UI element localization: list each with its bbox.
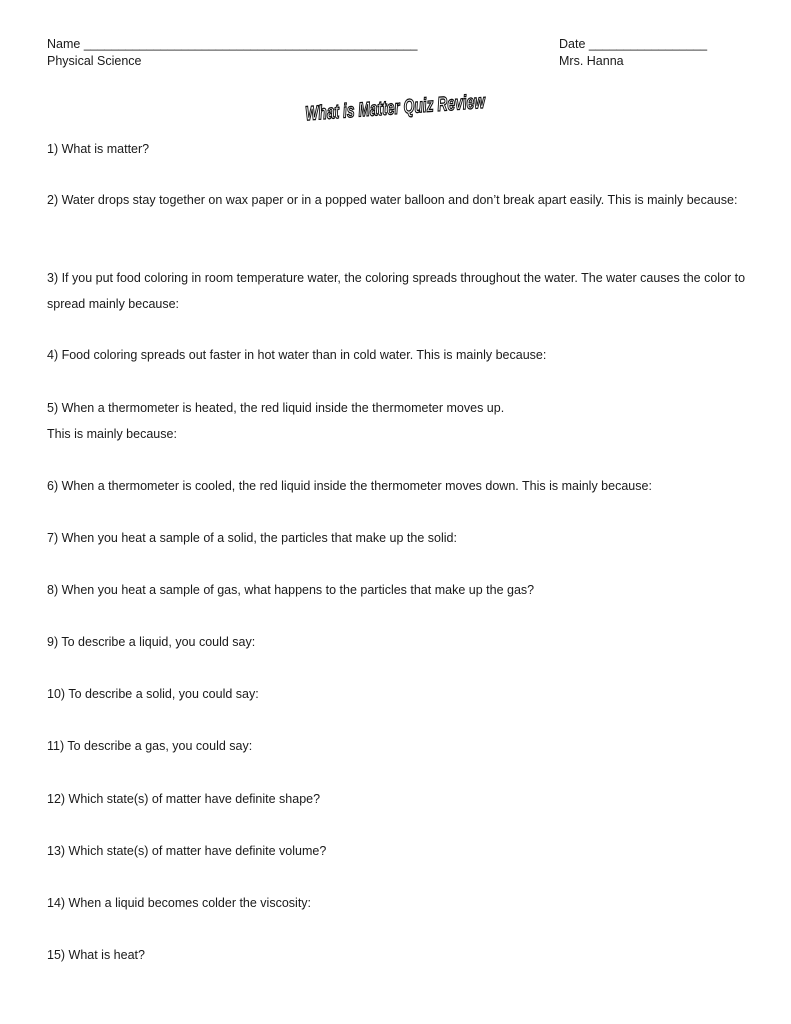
question-6: 6) When a thermometer is cooled, the red liquid inside the thermometer moves down. This is mainly because: [47, 479, 652, 493]
page-title-text: What is Matter Quiz Review [304, 85, 566, 126]
question-12: 12) Which state(s) of matter have definite shape? [47, 792, 321, 806]
question-5-continuation: This is mainly because: [47, 427, 177, 441]
question-7: 7) When you heat a sample of a solid, the particles that make up the solid: [47, 531, 457, 545]
question-1: 1) What is matter? [47, 142, 150, 156]
question-2: 2) Water drops stay together on wax paper or in a popped water balloon and don’t break apart easily. This is mainly because: [47, 193, 738, 207]
question-15: 15) What is heat? [47, 948, 145, 962]
question-10: 10) To describe a solid, you could say: [47, 687, 259, 701]
teacher-name: Mrs. Hanna [559, 54, 624, 68]
question-8: 8) When you heat a sample of gas, what happens to the particles that make up the gas? [47, 583, 535, 597]
question-14: 14) When a liquid becomes colder the viscosity: [47, 896, 312, 910]
question-4: 4) Food coloring spreads out faster in hot water than in cold water. This is mainly because: [47, 348, 547, 362]
page-title [300, 84, 566, 128]
question-5: 5) When a thermometer is heated, the red liquid inside the thermometer moves up. [47, 401, 505, 415]
question-11: 11) To describe a gas, you could say: [47, 739, 253, 753]
class-name: Physical Science [47, 54, 142, 68]
name-field-label: Name ________________________________________________ [47, 37, 418, 51]
question-13: 13) Which state(s) of matter have definite volume? [47, 844, 327, 858]
date-field-label: Date _________________ [559, 37, 708, 51]
question-9: 9) To describe a liquid, you could say: [47, 635, 256, 649]
question-3: 3) If you put food coloring in room temperature water, the coloring spreads throughout the water. The water causes the color to spread mainly because: [47, 271, 746, 311]
